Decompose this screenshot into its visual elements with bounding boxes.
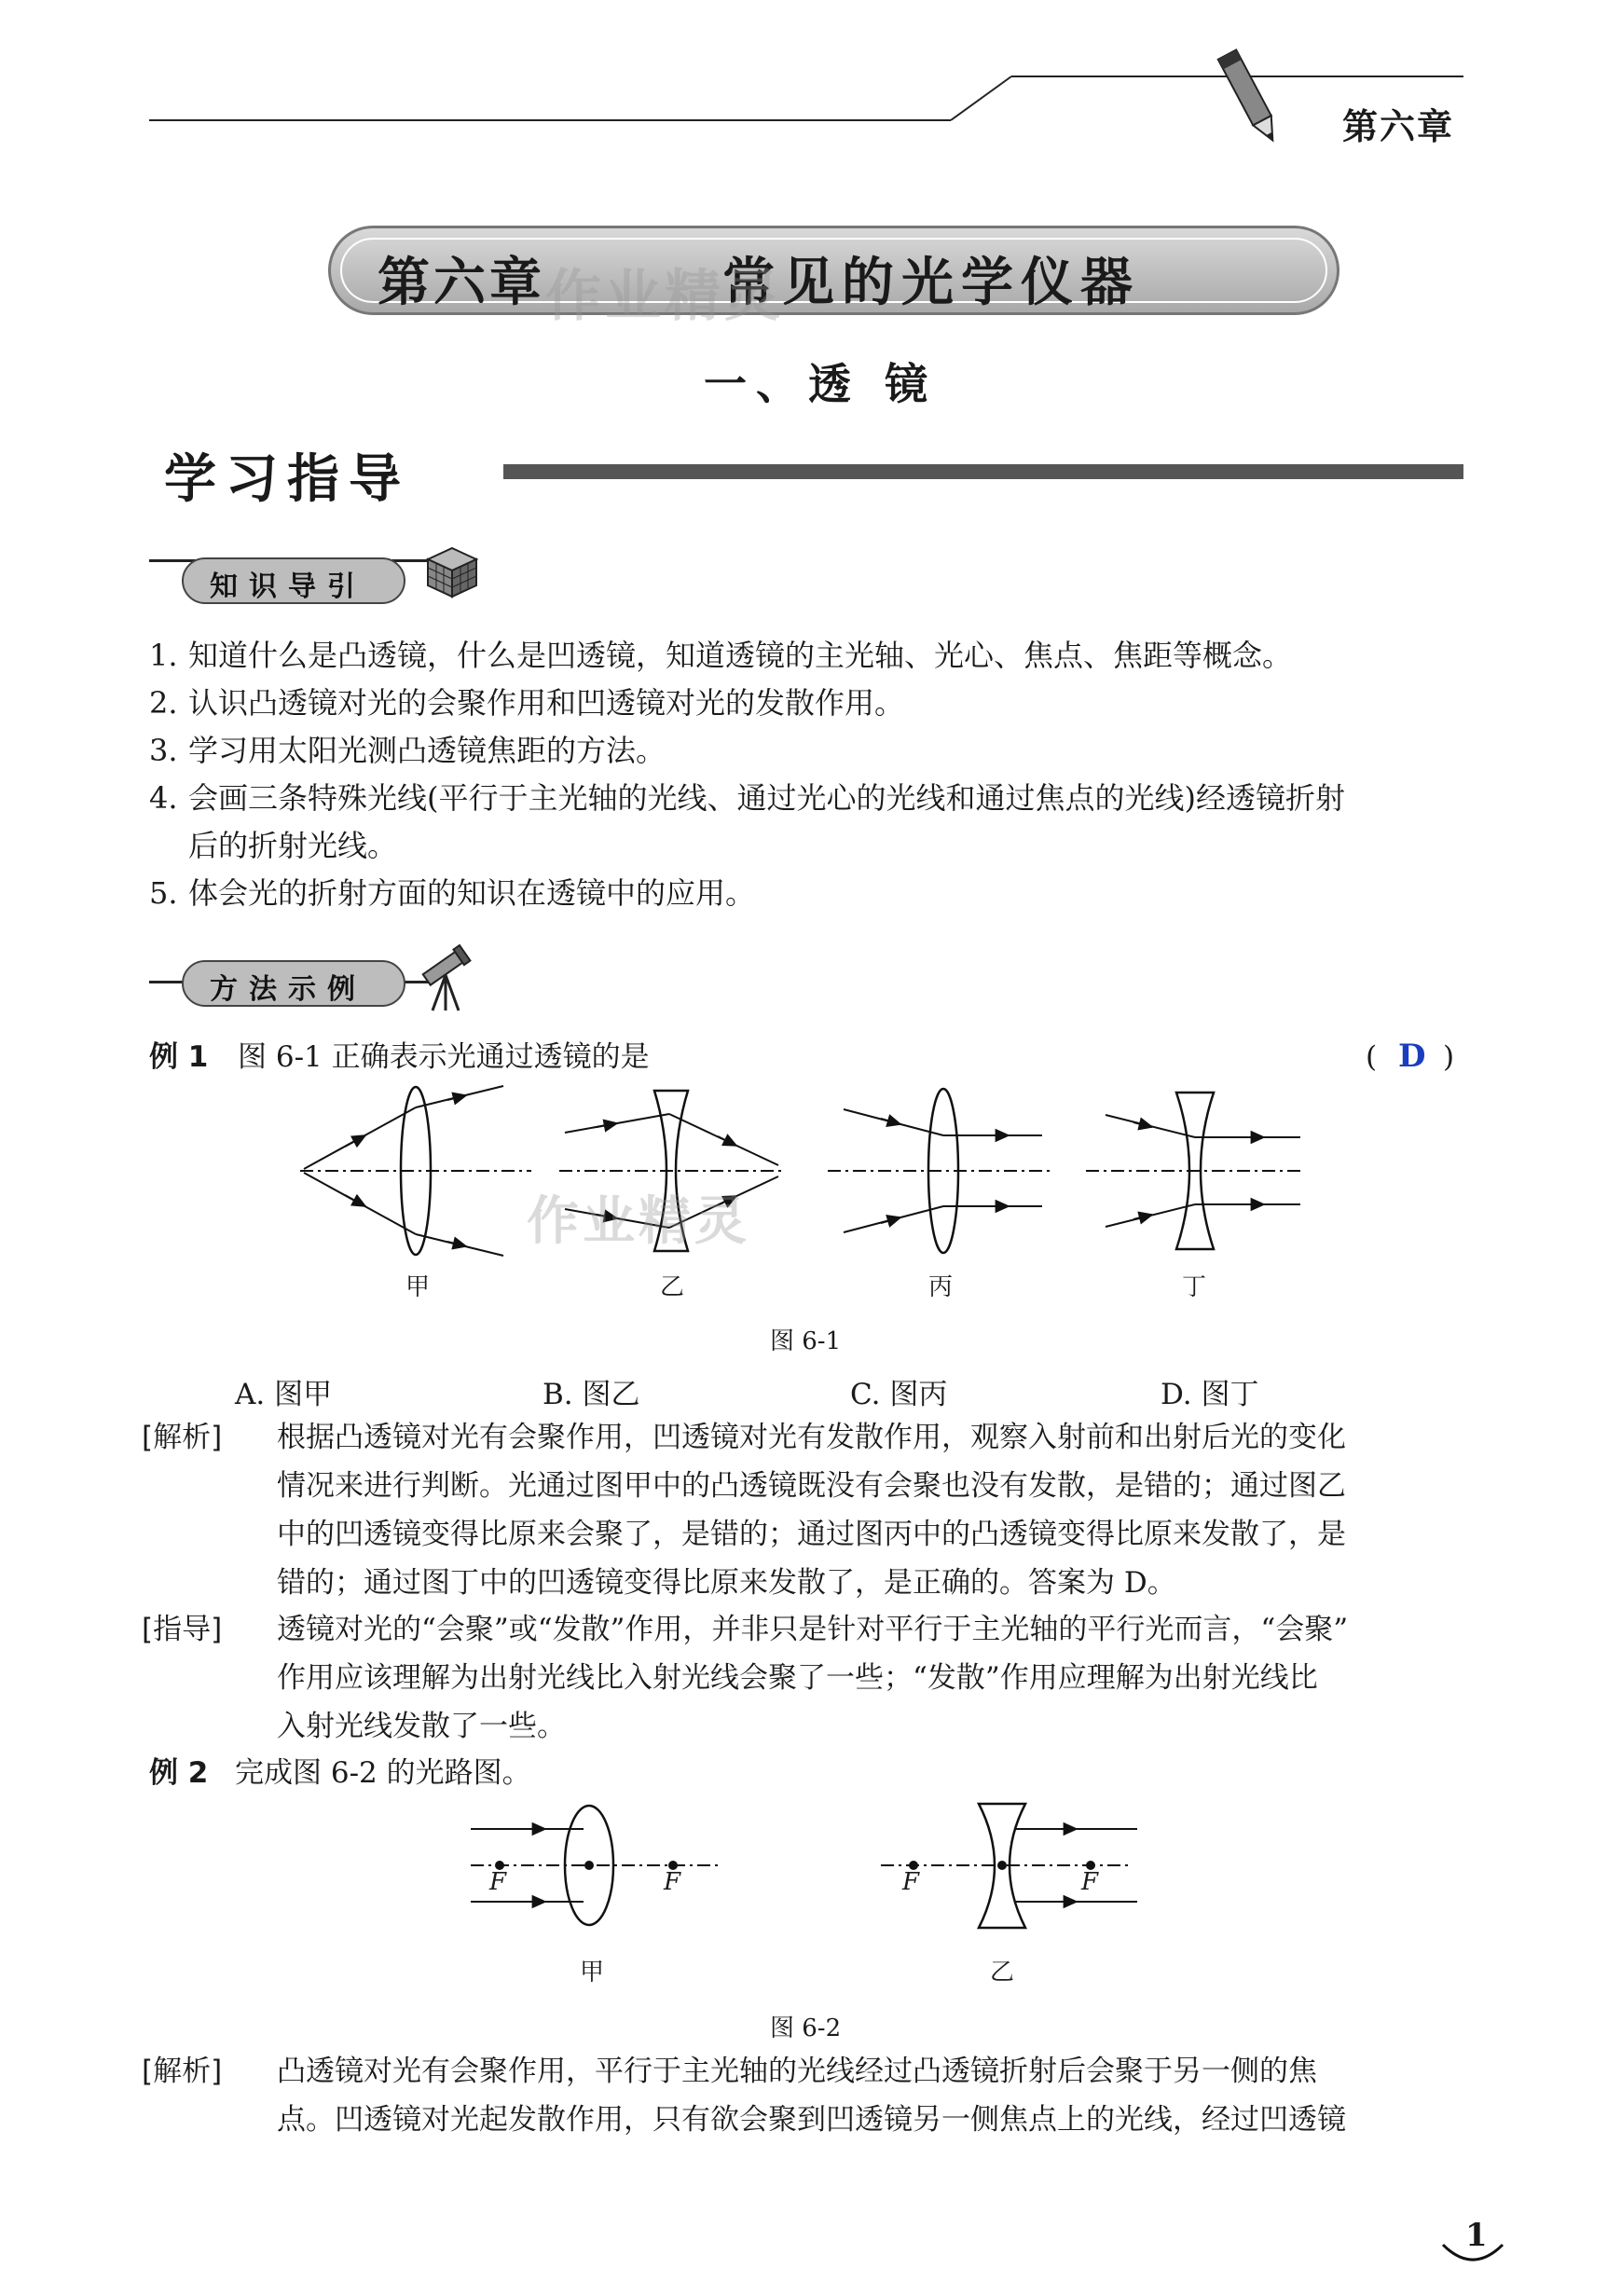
fig-6-1-label-ding: 丁 bbox=[1182, 1273, 1207, 1301]
knowledge-point: 3. 学习用太阳光测凸透镜焦距的方法。 bbox=[149, 733, 666, 768]
fig-6-1-caption: 图 6-1 bbox=[770, 1327, 842, 1355]
watermark-top: 作业精灵 bbox=[545, 264, 784, 329]
fig-6-1-label-yi: 乙 bbox=[660, 1273, 685, 1301]
guide-title: 学习指导 bbox=[164, 448, 410, 510]
header-chapter-label: 第六章 bbox=[1342, 105, 1455, 147]
fig-6-1-label-jia: 甲 bbox=[405, 1273, 431, 1301]
banner-title: 常见的光学仪器 bbox=[722, 252, 1140, 313]
option-a: A. 图甲 bbox=[235, 1378, 333, 1411]
section-title: 一、透 镜 bbox=[704, 359, 938, 409]
guide-tag: [指导] bbox=[142, 1613, 223, 1646]
fig-6-1-label-bing: 丙 bbox=[928, 1273, 954, 1301]
fig-6-2-label-yi: 乙 bbox=[990, 1959, 1015, 1987]
example2-question: 完成图 6-2 的光路图。 bbox=[235, 1756, 531, 1790]
answer-bracket-open: ( bbox=[1366, 1040, 1378, 1074]
answer-bracket-close: ) bbox=[1443, 1040, 1455, 1074]
focus-f-4: F bbox=[1081, 1868, 1099, 1896]
example1-question: 图 6-1 正确表示光通过透镜的是 bbox=[238, 1040, 650, 1074]
knowledge-point: 5. 体会光的折射方面的知识在透镜中的应用。 bbox=[149, 875, 756, 911]
answer-value: D bbox=[1398, 1038, 1426, 1075]
watermark-middle: 作业精灵 bbox=[527, 1190, 750, 1252]
focus-f-3: F bbox=[902, 1868, 920, 1896]
example1-label: 例 1 bbox=[149, 1040, 209, 1074]
knowledge-point: 1. 知道什么是凸透镜，什么是凹透镜，知道透镜的主光轴、光心、焦点、焦距等概念。 bbox=[149, 638, 1293, 673]
knowledge-point: 2. 认识凸透镜对光的会聚作用和凹透镜对光的发散作用。 bbox=[149, 685, 905, 721]
option-d: D. 图丁 bbox=[1161, 1378, 1259, 1411]
banner-chapter: 第六章 bbox=[378, 252, 545, 313]
fig-ding bbox=[1086, 1093, 1305, 1249]
focus-f-1: F bbox=[489, 1868, 507, 1896]
option-c: C. 图丙 bbox=[850, 1378, 948, 1411]
option-b: B. 图乙 bbox=[543, 1378, 640, 1411]
fig-6-2-label-jia: 甲 bbox=[580, 1959, 605, 1987]
analysis-tag-1: [解析] bbox=[142, 1421, 223, 1454]
fig-6-2-yi bbox=[881, 1804, 1137, 1928]
fig-6-2-jia bbox=[471, 1806, 718, 1925]
knowledge-tag: 知识导引 bbox=[182, 557, 405, 604]
knowledge-point: 后的折射光线。 bbox=[188, 828, 398, 863]
focus-f-2: F bbox=[664, 1868, 681, 1896]
analysis-text-1: 根据凸透镜对光有会聚作用，凹透镜对光有发散作用，观察入射前和出射后光的变化 情况来进行判断。光通过图甲中的凸透镜既没有会聚也没有发散，是错的；通过图乙 中的凹透镜变得比原来会聚了，是错的；通过图丙中的凸透镜变得比原来发散了，是 错的；通过图丁中的凹透镜变得比原来发散了，是正确的。答案为 D。 bbox=[277, 1421, 1346, 1600]
guide-text: 透镜对光的“会聚”或“发散”作用，并非只是针对平行于主光轴的平行光而言，“会聚” 作用应该理解为出射光线比入射光线会聚了一些；“发散”作用应理解为出射光线比 入射光线发散了一些。 bbox=[277, 1613, 1349, 1743]
analysis-tag-2: [解析] bbox=[142, 2055, 223, 2088]
page-number: 1 bbox=[1465, 2217, 1488, 2254]
knowledge-point: 4. 会画三条特殊光线(平行于主光轴的光线、通过光心的光线和通过焦点的光线)经透镜折射 bbox=[149, 780, 1345, 816]
analysis-text-2: 凸透镜对光有会聚作用，平行于主光轴的光线经过凸透镜折射后会聚于另一侧的焦 点。凹透镜对光起发散作用，只有欲会聚到凹透镜另一侧焦点上的光线，经过凹透镜 bbox=[277, 2055, 1346, 2137]
method-tag: 方法示例 bbox=[182, 960, 405, 1007]
fig-jia bbox=[300, 1086, 531, 1256]
fig-6-2-caption: 图 6-2 bbox=[770, 2014, 842, 2042]
example2-label: 例 2 bbox=[149, 1756, 209, 1790]
fig-bing bbox=[828, 1089, 1053, 1253]
